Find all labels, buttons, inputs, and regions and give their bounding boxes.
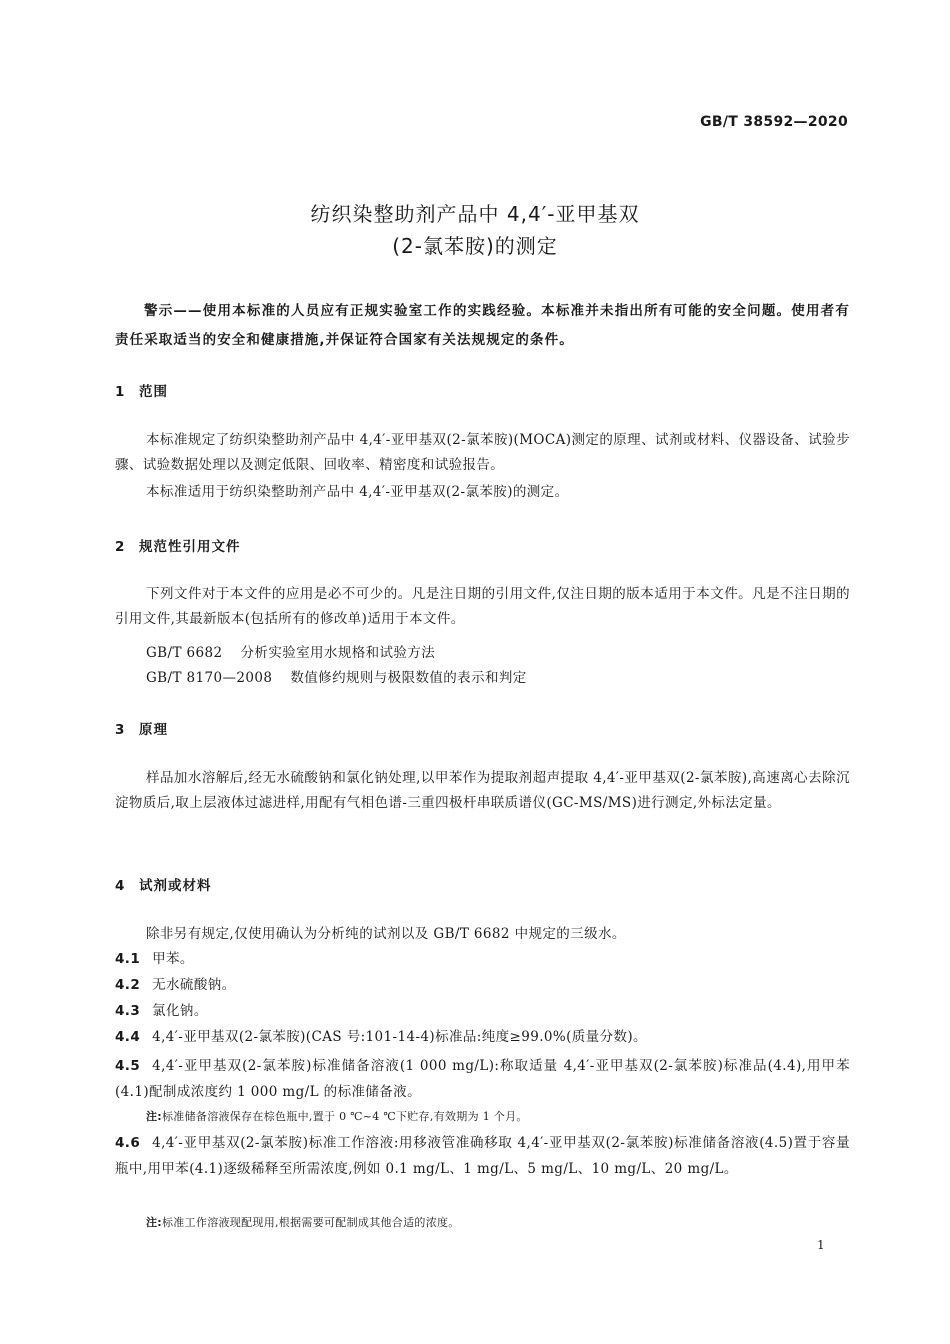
item-number: 4.3	[115, 1003, 141, 1019]
note-label: 注:	[146, 1216, 162, 1229]
note-text: 标准储备溶液保存在棕色瓶中,置于 0 ℃~4 ℃下贮存,有效期为 1 个月。	[162, 1110, 528, 1123]
reagent-item	[115, 1130, 850, 1182]
item-number: 4.5	[115, 1058, 141, 1074]
safety-warning: 警示——使用本标准的人员应有正规实验室工作的实践经验。本标准并未指出所有可能的安全问题。使用者有责任采取适当的安全和健康措施,并保证符合国家有关法规规定的条件。	[115, 303, 850, 348]
note	[146, 1108, 528, 1124]
section-4-heading	[115, 874, 212, 894]
item-text: 氯化钠。	[152, 1003, 208, 1019]
item-number: 4.6	[115, 1135, 141, 1151]
section-number: 2	[115, 539, 126, 555]
reference-code: GB/T 8170—2008	[146, 670, 273, 686]
principle-paragraph: 样品加水溶解后,经无水硫酸钠和氯化钠处理,以甲苯作为提取剂超声提取 4,4′-亚甲基双(2-氯苯胺),高速离心去除沉淀物质后,取上层液体过滤进样,用配有气相色谱-三重四极杆串联质谱仪(GC-MS/MS)进行测定,外标法定量。	[115, 770, 850, 811]
reference-title: 分析实验室用水规格和试验方法	[240, 645, 436, 661]
page-number: 1	[817, 1238, 825, 1252]
reagent-item	[115, 1024, 850, 1050]
title-line-1: 纺织染整助剂产品中 4,4′-亚甲基双	[310, 202, 640, 226]
reference-code: GB/T 6682	[146, 645, 223, 661]
item-text: 4,4′-亚甲基双(2-氯苯胺)标准储备溶液(1 000 mg/L):称取适量 4,4′-亚甲基双(2-氯苯胺)标准品(4.4),用甲苯(4.1)配制成浓度约 1 000 mg/L 的标准储备液。	[115, 1058, 850, 1100]
item-text: 甲苯。	[152, 951, 194, 967]
item-text: 无水硫酸钠。	[152, 977, 236, 993]
section-3-heading	[115, 718, 168, 738]
section-number: 1	[115, 384, 126, 400]
document-title	[0, 198, 950, 262]
section-title: 范围	[139, 384, 168, 400]
reagent-item	[115, 972, 850, 998]
reagents-intro: 除非另有规定,仅使用确认为分析纯的试剂以及 GB/T 6682 中规定的三级水。	[146, 926, 626, 942]
section-number: 4	[115, 878, 126, 894]
section-title: 规范性引用文件	[139, 539, 241, 555]
title-line-2: (2-氯苯胺)的测定	[392, 234, 558, 258]
item-number: 4.1	[115, 951, 141, 967]
note-text: 标准工作溶液现配现用,根据需要可配制成其他合适的浓度。	[162, 1216, 460, 1229]
item-number: 4.2	[115, 977, 141, 993]
scope-paragraph-1: 本标准规定了纺织染整助剂产品中 4,4′-亚甲基双(2-氯苯胺)(MOCA)测定的原理、试剂或材料、仪器设备、试验步骤、试验数据处理以及测定低限、回收率、精密度和试验报告。	[115, 432, 850, 473]
item-text: 4,4′-亚甲基双(2-氯苯胺)(CAS 号:101-14-4)标准品:纯度≥99.0%(质量分数)。	[152, 1029, 647, 1045]
reference-item	[146, 641, 435, 661]
references-paragraph: 下列文件对于本文件的应用是必不可少的。凡是注日期的引用文件,仅注日期的版本适用于本文件。凡是不注日期的引用文件,其最新版本(包括所有的修改单)适用于本文件。	[115, 586, 850, 627]
section-2-heading	[115, 535, 241, 555]
section-title: 原理	[139, 722, 168, 738]
note	[146, 1214, 460, 1230]
reagent-item	[115, 1053, 850, 1105]
reference-title: 数值修约规则与极限数值的表示和判定	[290, 670, 527, 686]
scope-paragraph-2: 本标准适用于纺织染整助剂产品中 4,4′-亚甲基双(2-氯苯胺)的测定。	[146, 484, 569, 500]
item-text: 4,4′-亚甲基双(2-氯苯胺)标准工作溶液:用移液管准确移取 4,4′-亚甲基双(2-氯苯胺)标准储备溶液(4.5)置于容量瓶中,用甲苯(4.1)逐级稀释至所需浓度,例如 0.1 mg/L、1 mg/L、5 mg/L、10 mg/L、20 mg/L。	[115, 1135, 850, 1177]
item-number: 4.4	[115, 1029, 141, 1045]
note-label: 注:	[146, 1110, 162, 1123]
standard-code: GB/T 38592—2020	[700, 114, 848, 130]
reagent-item	[115, 946, 850, 972]
reference-item	[146, 666, 527, 686]
section-title: 试剂或材料	[139, 878, 212, 894]
section-1-heading	[115, 380, 168, 400]
section-number: 3	[115, 722, 126, 738]
reagent-item	[115, 998, 850, 1024]
